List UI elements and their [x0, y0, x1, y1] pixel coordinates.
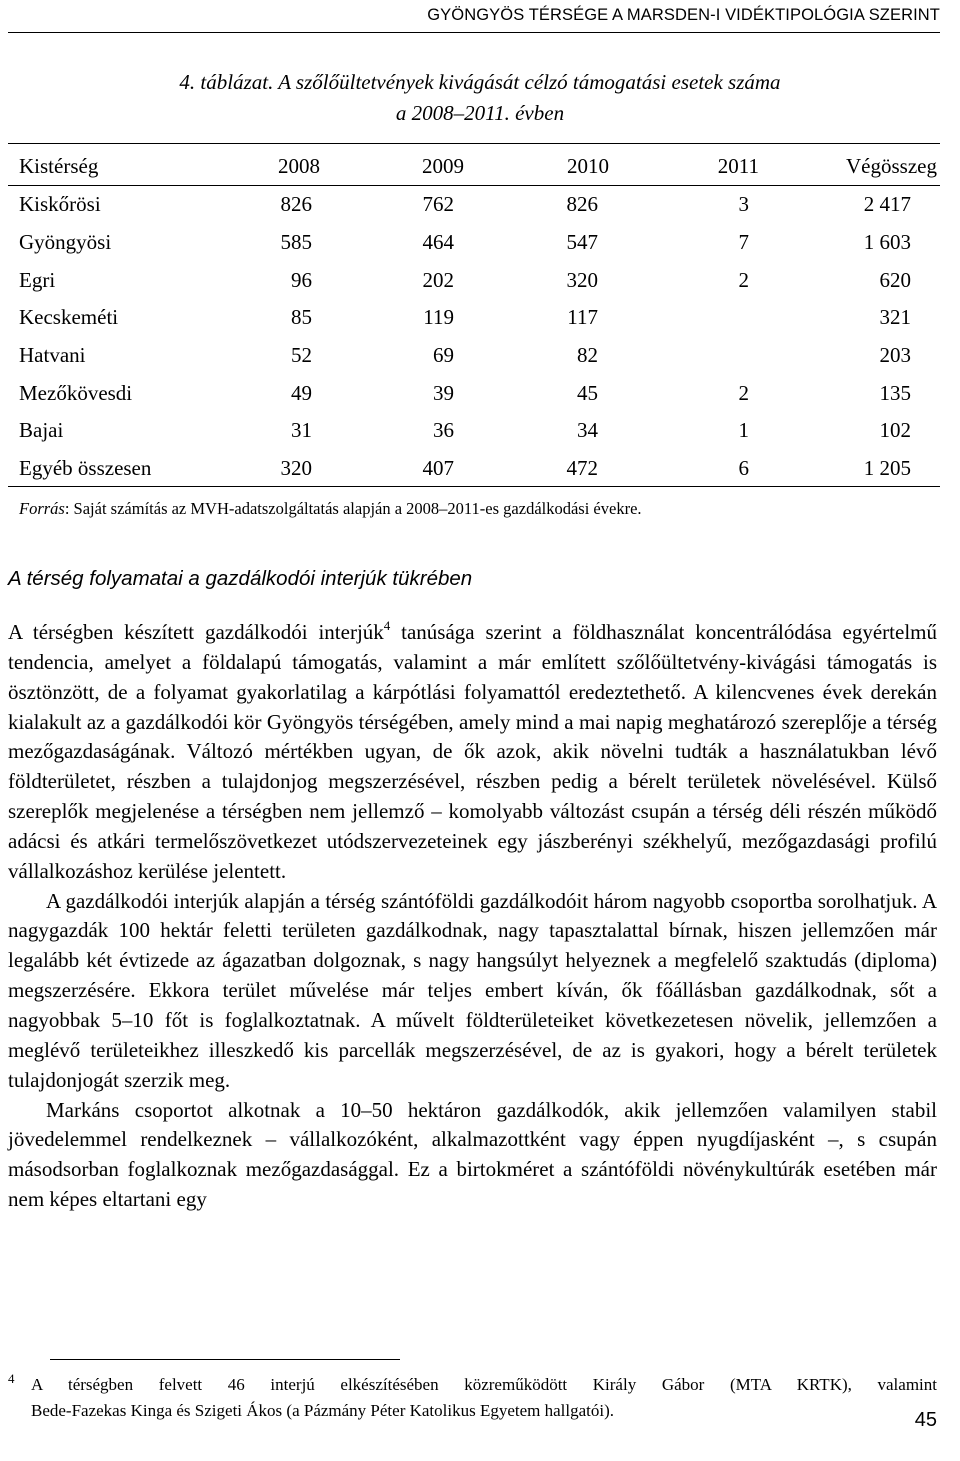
table-cell: 2: [738, 381, 749, 405]
table-cell: 320: [280, 456, 312, 480]
table-cell: Egri: [19, 268, 56, 292]
running-header: GYÖNGYÖS TÉRSÉGE A MARSDEN-I VIDÉKTIPOLÓGIA SZERINT: [427, 6, 940, 24]
table-header-cell: 2010: [567, 154, 609, 178]
table-cell: 102: [879, 418, 911, 442]
table-row: [0, 456, 960, 486]
body-text: [8, 618, 937, 1215]
table-cell: 2 417: [863, 192, 911, 216]
table-cell: 39: [433, 381, 454, 405]
table-row: [0, 381, 960, 411]
table-cell: 6: [738, 456, 749, 480]
table-cell: 1: [738, 418, 749, 442]
table-header-cell: 2008: [278, 154, 320, 178]
table-cell: Kecskeméti: [19, 305, 119, 329]
table-header-cell: Kistérség: [19, 154, 99, 178]
table-cell: Hatvani: [19, 343, 86, 367]
footnote-mark: 4: [8, 1371, 15, 1386]
table-source: [19, 499, 642, 519]
table-cell: 1 603: [863, 230, 911, 254]
table-row: [0, 268, 960, 298]
table-cell: 82: [577, 343, 598, 367]
table-cell: 31: [291, 418, 312, 442]
table-caption-line2: a 2008‒2011. évben: [395, 101, 565, 125]
table-cell: Gyöngyösi: [19, 230, 112, 254]
footnote-rule: [50, 1359, 400, 1360]
table-cell: 620: [879, 268, 911, 292]
table-caption-label: 4. táblázat.: [179, 70, 274, 94]
table-cell: 826: [280, 192, 312, 216]
table-cell: 407: [422, 456, 454, 480]
section-heading: A térség folyamatai a gazdálkodói interjúk tükrében: [8, 567, 473, 590]
table-cell: 135: [879, 381, 911, 405]
paragraph: [8, 618, 937, 887]
table-row: [0, 343, 960, 373]
footnote-line: A térségben felvett 46 interjú elkészítésében közreműködött Király Gábor (MTA KRTK), valamint: [31, 1375, 937, 1394]
table-cell: 826: [566, 192, 598, 216]
table-cell: 464: [422, 230, 454, 254]
table-caption: [0, 70, 960, 95]
table-cell: 3: [738, 192, 749, 216]
footnote: [8, 1372, 937, 1424]
paragraph-text: tanúsága szerint a földhasználat koncentrálódása egyértelmű tendencia, amelyet a földalapú támogatás, valamint a már említett szőlőültetvény-kivágási támogatás is ösztönzött, de a folyamat gyakorlatilag a kárpótlási folyamattól eredeztethető. A kilencvenes évek derekán kialakult az a gazdálkodói kör Gyöngyös térségében, amely mind a mai napig meghatározó szereplője a térség mezőgazdaságának. Változó mértékben ugyan, de ők azok, akik növelni tudták a használatukban lévő földterületet, részben a tulajdonjog megszerzésével, részben pedig a bérelt területek növelésével. Külső szereplők megjelenése a térségben nem jellemző ‒ komolyabb változást csupán a térség déli részén működő adácsi és atkári termelőszövetkezet utódszervezeteinek egy jászberényi székhelyű, mezőgazdasági profilú vállalkozáshoz kerülése jelentett.: [8, 620, 938, 883]
table-cell: 472: [566, 456, 598, 480]
table-rule-top: [8, 143, 940, 144]
table-cell: 36: [433, 418, 454, 442]
table-cell: 117: [567, 305, 598, 329]
paragraph: Markáns csoportot alkotnak a 10‒50 hektáron gazdálkodók, akik jellemzően valamilyen stabil jövedelemmel rendelkeznek ‒ vállalkozóként, alkalmazottként vagy éppen nyugdíjasként ‒, s csupán másodsorban foglalkoznak mezőgazdasággal. Ez a birtokméret a szántóföldi növénykultúrák esetében már nem képes eltartani egy: [8, 1097, 937, 1212]
table-cell: 1 205: [863, 456, 911, 480]
footnote-reference: 4: [383, 618, 391, 633]
source-label: Forrás: [19, 499, 65, 518]
table-cell: Mezőkövesdi: [19, 381, 133, 405]
table-header-row: [0, 154, 960, 184]
table-header-cell: 2011: [717, 154, 759, 178]
table-cell: 762: [422, 192, 454, 216]
table-cell: Bajai: [19, 418, 64, 442]
table-cell: 202: [422, 268, 454, 292]
paragraph: A gazdálkodói interjúk alapján a térség szántóföldi gazdálkodóit három nagyobb csoportba sorolhatjuk. A nagygazdák 100 hektár feletti területen gazdálkodnak, nagy tapasztalattal bírnak, hiszen jellemzően már legalább két évtizede az ágazatban dolgoznak, s nagy hangsúlyt helyeznek a megfelelő szaktudás (diploma) megszerzésére. Ekkora terület művelése már teljes embert kíván, ők főállásban gazdálkodnak, sőt a nagyobbak 5‒10 főt is foglalkoztatnak. A művelt földterületeiket következetesen növelik, jellemzően a meglévő területeikhez illeszkedő kis parcellák megszerzésével, de az is gyakori, hogy a bérelt területek tulajdonjogát szerzik meg.: [8, 888, 937, 1092]
table-cell: 7: [738, 230, 749, 254]
table-cell: 85: [291, 305, 312, 329]
paragraph-text: A térségben készített gazdálkodói interjúk: [8, 620, 384, 644]
table-cell: 45: [577, 381, 598, 405]
header-rule: [8, 32, 940, 33]
table-row: [0, 305, 960, 335]
table-cell: 2: [738, 268, 749, 292]
table-rule-bottom: [8, 486, 940, 487]
table-cell: 585: [280, 230, 312, 254]
table-cell: 321: [879, 305, 911, 329]
table-header-cell: Végösszeg: [846, 154, 937, 178]
table-cell: Egyéb összesen: [19, 456, 152, 480]
table-rule-header: [8, 185, 940, 186]
table-cell: 34: [577, 418, 598, 442]
table-header-cell: 2009: [422, 154, 464, 178]
table-cell: 49: [291, 381, 312, 405]
table-cell: 320: [566, 268, 598, 292]
table-cell: 203: [879, 343, 911, 367]
table-row: [0, 192, 960, 222]
table-cell: Kiskőrösi: [19, 192, 101, 216]
footnote-line: Bede-Fazekas Kinga és Szigeti Ákos (a Pázmány Péter Katolikus Egyetem hallgatói).: [31, 1401, 615, 1420]
table-cell: 96: [291, 268, 312, 292]
table-cell: 547: [566, 230, 598, 254]
table-row: [0, 418, 960, 448]
table-row: [0, 230, 960, 260]
table-cell: 52: [291, 343, 312, 367]
table-caption-title: A szőlőültetvények kivágását célzó támogatási esetek száma: [273, 70, 781, 94]
table-cell: 69: [433, 343, 454, 367]
table-cell: 119: [423, 305, 454, 329]
source-text: : Saját számítás az MVH-adatszolgáltatás alapján a 2008‒2011-es gazdálkodási évekre.: [64, 499, 642, 518]
page-number: 45: [914, 1409, 937, 1431]
